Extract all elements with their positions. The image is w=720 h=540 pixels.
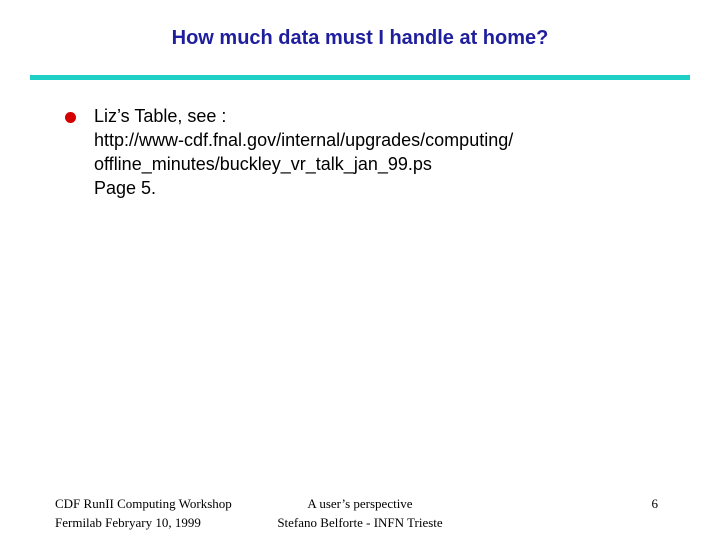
- footer-workshop-name: CDF RunII Computing Workshop: [55, 496, 232, 511]
- bullet-line-url-part2: offline_minutes/buckley_vr_talk_jan_99.ps: [94, 154, 432, 174]
- footer-talk-title: A user’s perspective: [307, 496, 413, 511]
- title-divider: [30, 75, 690, 80]
- footer-author: [250, 494, 470, 532]
- page-number: 6: [651, 496, 658, 511]
- bullet-line-page: Page 5.: [94, 178, 157, 198]
- footer-author-name: Stefano Belforte - INFN Trieste: [277, 515, 443, 530]
- slide-title: How much data must I handle at home?: [171, 27, 549, 49]
- bullet-line-url-part1: http://www-cdf.fnal.gov/internal/upgrades/computing/: [94, 130, 514, 150]
- footer-workshop: [55, 494, 232, 532]
- footer-workshop-date: Fermilab Febryary 10, 1999: [55, 515, 201, 530]
- bullet-dot-icon: [65, 112, 76, 123]
- bullet-line-intro: Liz’s Table, see :: [94, 106, 227, 126]
- bullet-text: [94, 104, 513, 200]
